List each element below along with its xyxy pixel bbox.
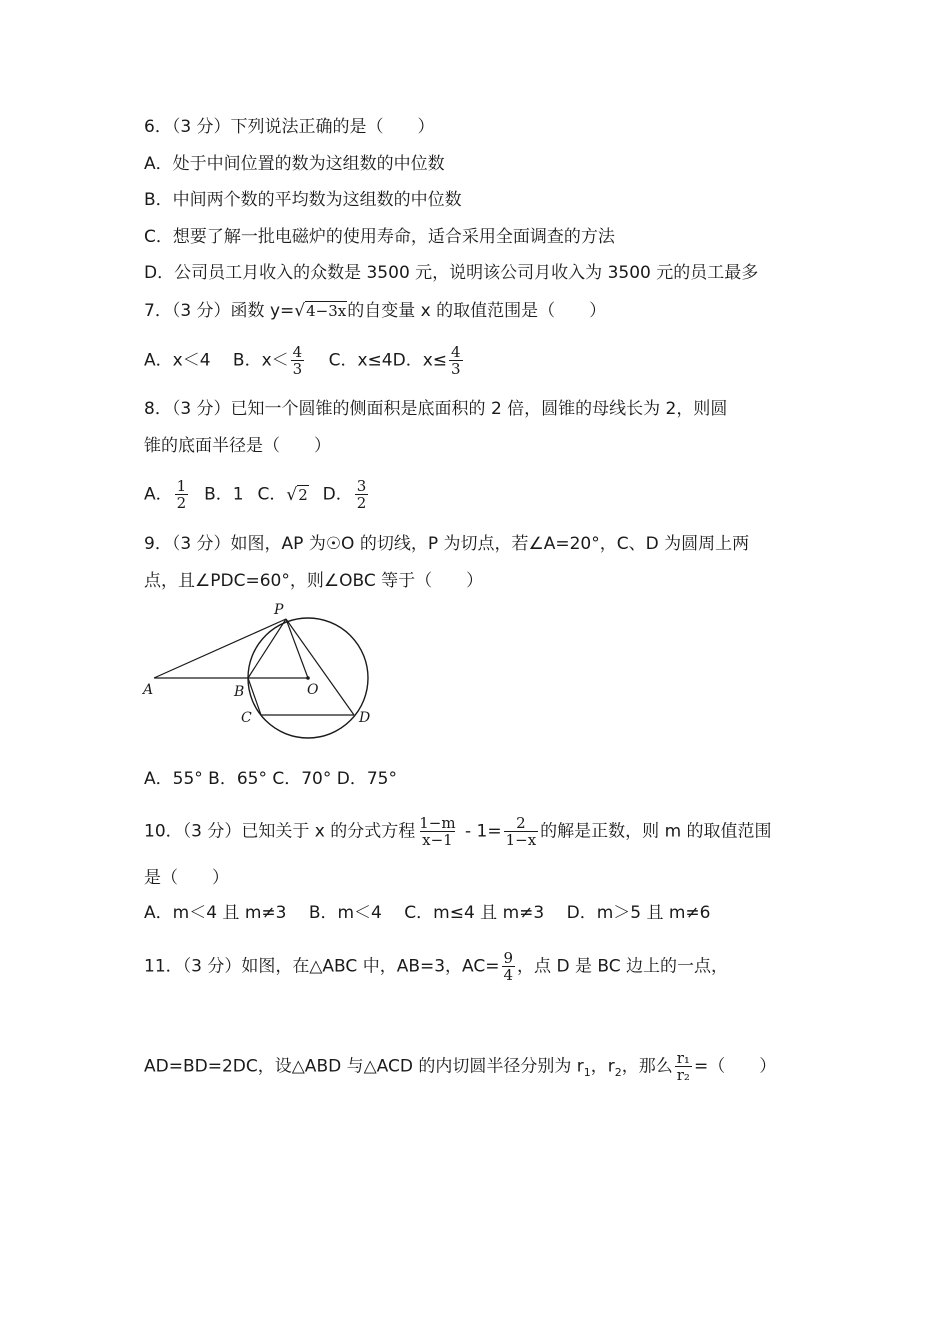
label-a: A [143, 682, 154, 698]
q11-separator: ，r [590, 1056, 615, 1077]
q7-stem-pre: 7．（3 分）函数 y= [144, 301, 295, 321]
fraction-denominator: 3 [292, 360, 303, 378]
q8-option-c-radicand: 2 [298, 485, 308, 504]
q10-fraction-2 [504, 815, 539, 848]
q8-option-b: B．1 [204, 484, 244, 505]
q7-option-b-fraction [291, 344, 305, 377]
q9-stem-line2: 点，且∠PDC=60°，则∠OBC 等于（ ） [144, 571, 484, 591]
fraction-denominator: 2 [356, 494, 367, 512]
fraction-denominator: 3 [451, 360, 461, 378]
sqrt-symbol: √2 [286, 484, 308, 505]
q8-stem-line2: 锥的底面半径是（ ） [144, 436, 331, 456]
fraction-numerator: 4 [451, 343, 461, 361]
q8-options [144, 478, 370, 511]
q11-ac-fraction [502, 950, 516, 983]
q11-stem-post: ，点 D 是 BC 边上的一点， [517, 956, 728, 977]
center-point-o [306, 676, 310, 680]
q10-minus-one: - 1= [459, 821, 502, 842]
q9-geometry-figure [140, 598, 380, 744]
q6-option-d: D．公司员工月收入的众数是 3500 元，说明该公司月收入为 3500 元的员工最多 [144, 263, 759, 283]
q10-fraction-1 [417, 815, 457, 848]
q10-stem-line2: 是（ ） [144, 868, 229, 888]
q7-option-cd: C．x≤4D．x≤ [328, 350, 447, 371]
q7-option-b: B．x＜ [232, 350, 289, 371]
q11-line2-pre: AD=BD=2DC，设△ABD 与△ACD 的内切圆半径分别为 r [144, 1056, 584, 1077]
fraction-numerator: 1−m [419, 814, 456, 832]
line-pd [286, 619, 354, 715]
q8-option-d: D． [322, 484, 353, 505]
q8-option-a-fraction [175, 478, 189, 511]
q7-radicand: 4−3x [306, 302, 347, 320]
label-o: O [307, 682, 319, 698]
q9-options: A．55° B．65° C．70° D．75° [144, 769, 397, 789]
q6-stem: 6．（3 分）下列说法正确的是（ ） [144, 117, 435, 137]
subscript-2: 2 [614, 1065, 622, 1079]
q9-stem-line1: 9．（3 分）如图，AP 为☉O 的切线，P 为切点，若∠A=20°，C、D 为圆周上两 [144, 534, 750, 554]
fraction-denominator: r₂ [676, 1066, 690, 1084]
fraction-numerator: 4 [292, 343, 303, 361]
q8-option-a: A． [144, 484, 173, 505]
q7-stem [144, 299, 606, 323]
label-b: B [234, 684, 245, 700]
q6-option-a: A．处于中间位置的数为这组数的中位数 [144, 154, 445, 174]
q11-line2-post: =（ ） [693, 1056, 777, 1077]
fraction-numerator: 9 [503, 949, 514, 967]
line-po [286, 619, 308, 678]
q7-options [144, 344, 465, 377]
q10-stem-pre: 10．（3 分）已知关于 x 的分式方程 [144, 821, 416, 842]
q7-option-a: A．x＜4 [144, 350, 211, 371]
q10-options: A．m＜4 且 m≠3 B．m＜4 C．m≤4 且 m≠3 D．m＞5 且 m≠6 [144, 903, 711, 923]
q8-stem-line1: 8．（3 分）已知一个圆锥的侧面积是底面积的 2 倍，圆锥的母线长为 2，则圆 [144, 399, 728, 419]
q6-option-b: B．中间两个数的平均数为这组数的中位数 [144, 190, 462, 210]
q6-option-c: C．想要了解一批电磁炉的使用寿命，适合采用全面调查的方法 [144, 227, 615, 247]
fraction-numerator: 1 [176, 477, 187, 495]
q7-option-d-fraction [449, 344, 463, 377]
q10-stem [144, 815, 772, 848]
subscript-1: 1 [583, 1065, 591, 1079]
fraction-denominator: 2 [176, 494, 187, 512]
tangent-line-ap [154, 619, 286, 678]
q11-stem-line2 [144, 1050, 776, 1085]
fraction-numerator: r₁ [676, 1049, 690, 1067]
label-d: D [359, 710, 371, 726]
fraction-denominator: x−1 [422, 831, 453, 849]
q8-option-d-fraction [355, 478, 369, 511]
fraction-denominator: 1−x [505, 831, 537, 849]
q11-ratio-fraction [675, 1050, 692, 1083]
fraction-numerator: 2 [516, 814, 526, 832]
q7-stem-post: 的自变量 x 的取值范围是（ ） [347, 301, 607, 321]
q11-line2-mid: ，那么 [621, 1056, 673, 1077]
sqrt-symbol: √4−3x [294, 301, 347, 321]
q8-option-c: C． [257, 484, 287, 505]
q11-stem-pre: 11．（3 分）如图，在△ABC 中，AB=3，AC= [144, 956, 500, 977]
fraction-denominator: 4 [503, 966, 514, 984]
q10-stem-post: 的解是正数，则 m 的取值范围 [540, 821, 772, 842]
fraction-numerator: 3 [356, 477, 367, 495]
label-c: C [241, 710, 252, 726]
q11-stem [144, 950, 728, 983]
label-p: P [274, 602, 284, 618]
